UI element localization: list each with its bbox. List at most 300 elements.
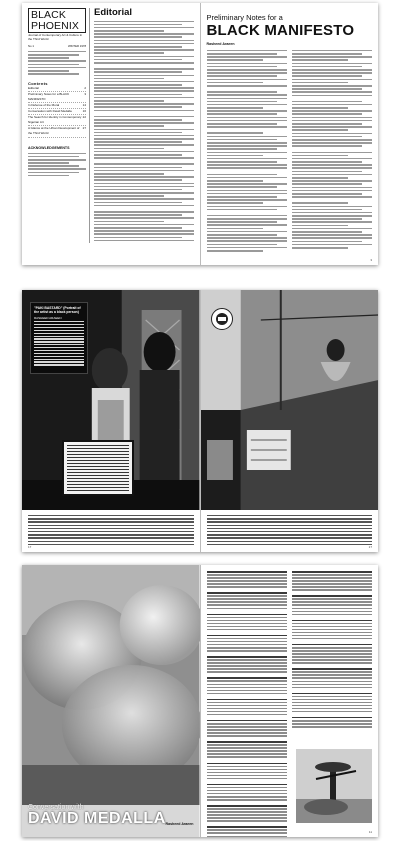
text-line: [94, 125, 164, 127]
text-line: [207, 690, 287, 692]
text-line: [94, 157, 194, 159]
caption-title: "PAKI BASTARD" (Portrait of the artist as a black person): [34, 306, 81, 315]
text-line: [34, 321, 84, 322]
text-line: [207, 586, 287, 588]
text-line: [94, 46, 182, 48]
text-line: [292, 644, 372, 646]
manifesto-title-line2: BLACK MANIFESTO: [206, 21, 355, 39]
text-line: [292, 726, 372, 728]
text-line: [207, 790, 287, 792]
text-line: [292, 705, 372, 707]
manifesto-column-1: [207, 50, 287, 253]
text-line: [207, 659, 287, 661]
text-line: [94, 138, 194, 140]
right-page-photo: [201, 290, 379, 552]
text-line: [292, 571, 372, 573]
text-line: [292, 158, 372, 160]
text-line: [94, 68, 194, 70]
text-line: [292, 583, 372, 585]
text-line: [292, 659, 372, 661]
text-line: [207, 190, 287, 192]
text-line: [292, 88, 363, 90]
acknowledgements-heading: ACKNOWLEDGEMENTS: [28, 145, 70, 150]
text-line: [207, 650, 287, 652]
text-line: [28, 537, 194, 538]
text-line: [292, 601, 372, 603]
text-line: [292, 241, 363, 243]
text-line: [207, 763, 287, 765]
issue-info: [28, 44, 86, 48]
text-line: [207, 161, 278, 163]
text-line: [292, 632, 372, 634]
text-line: [67, 451, 129, 452]
text-line: [207, 796, 287, 798]
text-line: [94, 163, 194, 165]
text-line: [207, 136, 287, 138]
interview-title-small: Conversation with: [28, 804, 84, 811]
text-line: [207, 814, 287, 816]
text-line: [207, 708, 287, 710]
text-line: [94, 106, 182, 108]
text-line: [207, 623, 287, 625]
toc-item[interactable]: Preliminary Notes for a BLACK MANIFESTO 3: [28, 92, 86, 103]
manifesto-body: [207, 50, 373, 253]
text-line: [207, 793, 287, 795]
text-line: [207, 677, 287, 679]
text-line: [67, 454, 129, 455]
text-line: [207, 537, 373, 538]
text-line: [207, 186, 278, 188]
page-number: 11: [368, 830, 372, 834]
text-line: [67, 490, 129, 491]
text-line: [207, 199, 287, 201]
text-line: [292, 133, 372, 135]
text-line: [292, 693, 372, 695]
toc-item[interactable]: Conversation with David Medalla 16: [28, 109, 86, 115]
text-line: [94, 170, 194, 172]
text-line: [94, 62, 194, 64]
text-line: [292, 720, 372, 722]
text-line: [207, 167, 287, 169]
text-line: [207, 240, 287, 242]
text-line: [292, 183, 363, 185]
text-line: [292, 113, 363, 115]
text-line: [207, 63, 287, 65]
text-line: [94, 49, 194, 51]
text-line: [94, 116, 194, 118]
text-line: [94, 52, 164, 54]
text-line: [292, 187, 372, 189]
text-line: [207, 644, 287, 646]
text-line: [207, 180, 263, 182]
text-line: [292, 69, 372, 71]
text-line: [94, 90, 194, 92]
text-line: [94, 30, 164, 32]
text-line: [292, 595, 372, 597]
text-line: [207, 202, 263, 204]
text-line: [207, 50, 287, 52]
text-line: [207, 747, 287, 749]
table-of-contents: [28, 86, 86, 138]
toc-item[interactable]: The Search for Identity in Contemporary Nigerian Art 22: [28, 115, 86, 126]
text-line: [94, 122, 194, 124]
text-line: [207, 231, 287, 233]
text-line: [94, 195, 164, 197]
text-line: [67, 445, 129, 446]
text-line: [292, 244, 372, 246]
text-line: [94, 132, 182, 134]
text-line: [292, 577, 372, 579]
text-line: [207, 592, 287, 594]
text-line: [94, 214, 182, 216]
text-line: [94, 240, 194, 242]
text-line: [94, 192, 194, 194]
text-line: [207, 832, 287, 834]
text-line: [207, 601, 287, 603]
text-line: [34, 338, 84, 339]
text-line: [292, 717, 372, 719]
text-line: [207, 110, 287, 112]
text-line: [207, 705, 287, 707]
text-line: [28, 528, 194, 529]
right-page-manifesto: [201, 3, 379, 265]
text-line: [292, 110, 372, 112]
interview-column-1: [207, 571, 287, 831]
page-number: 17: [28, 545, 32, 549]
text-line: [207, 91, 278, 93]
text-line: [28, 544, 194, 545]
text-line: [292, 129, 348, 131]
text-line: [94, 84, 182, 86]
masthead-row: [28, 8, 194, 243]
text-line: [207, 541, 373, 542]
text-line: [94, 224, 194, 226]
text-line: [292, 202, 348, 204]
text-line: [207, 784, 287, 786]
text-line: [292, 711, 372, 713]
text-line: [94, 33, 194, 35]
text-line: [207, 531, 373, 532]
text-line: [292, 152, 372, 154]
circular-logo-icon: [211, 308, 233, 330]
text-line: [292, 164, 372, 166]
text-line: [207, 711, 287, 713]
text-line: [67, 487, 129, 488]
text-line: [292, 696, 372, 698]
text-line: [94, 144, 194, 146]
bw-photograph-tower: [296, 749, 372, 823]
text-line: [207, 735, 287, 737]
text-line: [292, 104, 372, 106]
text-line: [207, 215, 287, 217]
text-line: [94, 75, 194, 77]
text-line: [207, 247, 287, 249]
interview-author: Rasheed Araeen: [165, 822, 194, 826]
text-line: [94, 233, 194, 235]
text-line: [207, 723, 287, 725]
caption-author: RASHEED ARAEEN: [34, 315, 62, 320]
text-line: [207, 518, 373, 519]
text-line: [67, 460, 129, 461]
text-line: [28, 518, 194, 519]
text-line: [292, 234, 372, 236]
text-line: [292, 53, 363, 55]
text-line: [292, 598, 372, 600]
text-line: [292, 650, 372, 652]
text-line: [28, 515, 194, 516]
text-line: [28, 521, 194, 522]
text-line: [67, 469, 129, 470]
text-line: [207, 174, 278, 176]
text-line: [94, 81, 194, 83]
text-line: [207, 534, 373, 535]
magazine-spread-interview: [22, 565, 378, 837]
text-line: [207, 196, 278, 198]
text-line: [207, 775, 287, 777]
text-line: [94, 87, 194, 89]
text-line: [207, 729, 287, 731]
text-line: [207, 98, 287, 100]
masthead-title: BLACK PHOENIX: [28, 8, 86, 33]
text-line: [292, 699, 372, 701]
text-line: [207, 635, 287, 637]
text-line: [207, 595, 287, 597]
left-page-photo: [22, 290, 200, 552]
text-line: [94, 43, 194, 45]
text-line: [207, 515, 373, 516]
manifesto-title-line1: Preliminary Notes for a: [206, 13, 283, 22]
text-line: [292, 126, 372, 128]
text-line: [292, 218, 363, 220]
text-line: [94, 217, 194, 219]
text-line: [207, 142, 287, 144]
text-line: [207, 817, 287, 819]
issue-season: WINTER 1978: [67, 43, 86, 48]
text-line: [207, 82, 263, 84]
text-line: [292, 671, 372, 673]
left-page-interview-opener: [22, 565, 200, 837]
text-line: [207, 224, 287, 226]
text-line: [67, 466, 129, 467]
text-line: [94, 189, 182, 191]
text-line: [207, 85, 287, 87]
text-line: [207, 206, 287, 208]
text-line: [28, 531, 194, 532]
text-line: [207, 820, 287, 822]
text-line: [207, 702, 287, 704]
text-line: [292, 79, 372, 81]
contents-heading: Contents: [28, 80, 48, 86]
text-line: [292, 180, 372, 182]
text-line: [292, 66, 363, 68]
text-line: [94, 135, 194, 137]
text-line: [94, 227, 182, 229]
text-line: [292, 107, 348, 109]
text-line: [94, 56, 194, 58]
text-line: [207, 193, 287, 195]
text-line: [207, 75, 278, 77]
text-line: [207, 66, 278, 68]
text-line: [207, 836, 287, 837]
text-line: [207, 829, 287, 831]
text-line: [94, 183, 194, 185]
text-line: [292, 193, 363, 195]
text-line: [207, 629, 287, 631]
text-line: [207, 69, 287, 71]
text-line: [207, 787, 287, 789]
toc-item[interactable]: A Glance at the Urban Development of the Third World 27: [28, 126, 86, 137]
page-number: 17: [368, 545, 372, 549]
text-line: [67, 484, 129, 485]
text-line: [292, 228, 372, 230]
text-line: [94, 40, 194, 42]
text-line: [207, 617, 287, 619]
text-line: [292, 608, 372, 610]
text-line: [67, 463, 129, 464]
text-line: [94, 27, 194, 29]
text-line: [207, 209, 278, 211]
text-line: [207, 604, 287, 606]
text-line: [207, 148, 278, 150]
text-line: [207, 56, 287, 58]
text-line: [207, 139, 278, 141]
text-line: [207, 811, 287, 813]
masthead-credits: [28, 51, 86, 75]
text-line: [207, 687, 287, 689]
text-line: [207, 665, 287, 667]
text-line: [94, 205, 194, 207]
text-line: [207, 671, 287, 673]
issue-number: No 1: [28, 43, 34, 48]
text-line: [292, 91, 372, 93]
text-line: [207, 155, 263, 157]
text-line: [207, 94, 287, 96]
text-line: [292, 50, 372, 52]
right-page-interview-text: [201, 565, 379, 837]
text-line: [94, 24, 182, 26]
text-line: [207, 744, 287, 746]
text-line: [207, 79, 287, 81]
text-line: [292, 95, 372, 97]
text-line: [207, 120, 287, 122]
text-line: [292, 123, 363, 125]
text-line: [34, 327, 84, 328]
text-line: [207, 583, 287, 585]
text-line: [94, 148, 164, 150]
text-line: [207, 126, 287, 128]
text-line: [292, 677, 372, 679]
text-line: [207, 244, 278, 246]
text-line: [292, 136, 363, 138]
text-line: [207, 641, 287, 643]
text-line: [292, 237, 372, 239]
text-line: [207, 714, 287, 716]
text-line: [207, 662, 287, 664]
text-line: [292, 167, 372, 169]
text-line: [292, 589, 372, 591]
left-page-editorial: [22, 3, 200, 265]
text-line: [94, 129, 194, 131]
text-line: [94, 78, 164, 80]
text-line: [67, 481, 129, 482]
text-line: [207, 741, 287, 743]
text-line: [94, 198, 194, 200]
text-line: [207, 250, 263, 252]
text-line: [207, 620, 287, 622]
text-line: [292, 161, 363, 163]
text-line: [207, 113, 278, 115]
text-line: [207, 656, 287, 658]
text-line: [292, 662, 372, 664]
text-line: [94, 202, 182, 204]
text-line: [207, 638, 287, 640]
text-line: [207, 756, 287, 758]
acknowledgements-text: [28, 153, 86, 177]
text-line: [207, 59, 263, 61]
text-line: [292, 614, 372, 616]
text-line: [292, 145, 363, 147]
text-line: [207, 808, 287, 810]
text-line: [292, 101, 363, 103]
text-line: [292, 206, 372, 208]
text-line: [292, 174, 372, 176]
text-line: [207, 164, 287, 166]
text-line: [292, 231, 363, 233]
typed-note-box: [62, 440, 134, 496]
text-line: [292, 82, 348, 84]
text-line: [292, 72, 372, 74]
toc-item[interactable]: Editorial 2: [28, 86, 86, 92]
text-line: [207, 720, 287, 722]
text-line: [292, 120, 372, 122]
text-line: [207, 101, 278, 103]
text-line: [292, 620, 372, 622]
magazine-spread-photos: [22, 290, 378, 552]
text-line: [292, 63, 372, 65]
text-line: [94, 97, 194, 99]
text-line: [207, 726, 287, 728]
text-line: [292, 190, 372, 192]
text-line: [207, 693, 287, 695]
editorial-title: Editorial: [94, 7, 133, 18]
text-line: [292, 196, 372, 198]
text-line: [34, 324, 84, 325]
text-line: [207, 647, 287, 649]
text-line: [94, 179, 182, 181]
text-line: [292, 674, 372, 676]
text-line: [28, 541, 194, 542]
bw-photograph-foam-sculpture: [22, 565, 200, 837]
text-line: [292, 177, 348, 179]
text-line: [34, 341, 84, 342]
caption-body: [34, 321, 84, 365]
toc-item[interactable]: In Defense of the Mural 14: [28, 103, 86, 109]
text-line: [292, 708, 372, 710]
text-line: [34, 356, 84, 357]
text-line: [94, 186, 194, 188]
text-line: [292, 75, 363, 77]
text-line: [34, 361, 84, 362]
text-line: [207, 799, 287, 801]
text-line: [207, 183, 287, 185]
text-line: [292, 117, 372, 119]
text-line: [94, 119, 182, 121]
text-line: [207, 580, 287, 582]
text-line: [207, 626, 287, 628]
text-line: [34, 336, 84, 337]
text-line: [207, 608, 287, 610]
text-line: [292, 623, 372, 625]
